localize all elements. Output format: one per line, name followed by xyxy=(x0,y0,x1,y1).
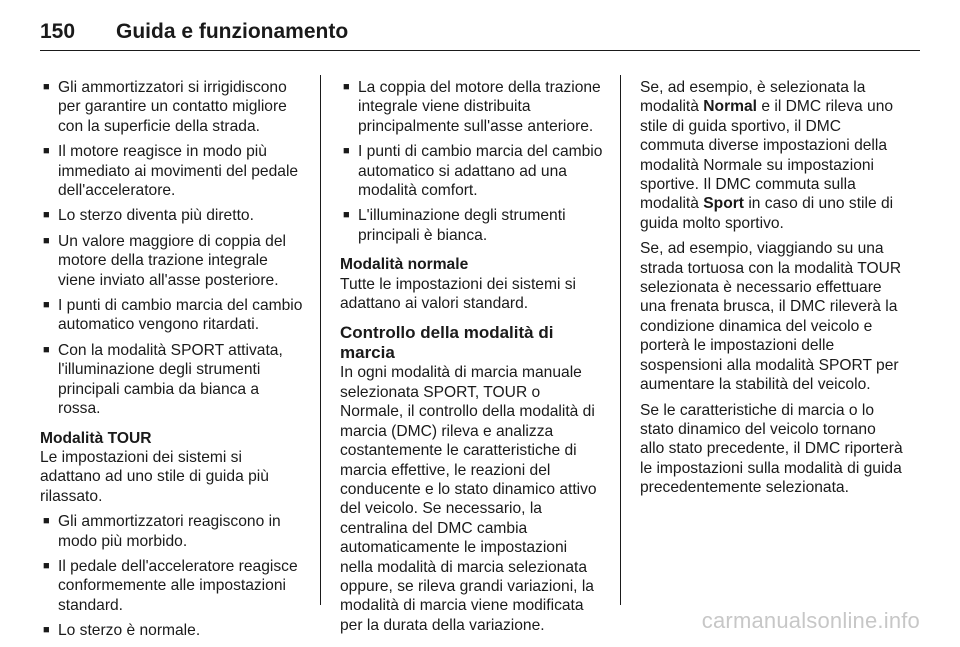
bullet-icon: ■ xyxy=(43,624,50,637)
bullet-icon: ■ xyxy=(43,299,50,312)
normal-heading: Modalità normale xyxy=(340,256,469,274)
list-item: ■ Lo sterzo è normale. xyxy=(43,622,201,640)
list-item: ■ Il motore reagisce in modo più immediato ai movimenti del pedale dell'acceleratore. xyxy=(43,143,299,200)
watermark: carmanualsonline.info xyxy=(701,608,920,633)
column-middle xyxy=(340,78,604,641)
tour-text: Le impostazioni dei sistemi si adattano ad uno stile di guida più rilassato. xyxy=(40,448,269,505)
list-item: ■ La coppia del motore della trazione integrale viene distribuita principalmente sull'asse anteriore. xyxy=(343,79,601,135)
bullet-icon: ■ xyxy=(43,209,50,222)
list-item: ■ Gli ammortizzatori si irrigidiscono per garantire un contatto migliore con la superficie della strada. xyxy=(43,79,287,135)
column-divider-left xyxy=(320,75,321,605)
bullet-icon: ■ xyxy=(43,515,50,528)
dmc-braking-paragraph: Se, ad esempio, viaggiando su una strada tortuosa con la modalità TOUR selezionata è necessario effettuare una frenata brusca, il DMC rileverà la condizione dinamica del veicolo e porterà le impostazioni delle sospensioni alla modalità SPORT per aumentare la stabilità del veicolo. xyxy=(640,240,902,394)
list-item: ■ Il pedale dell'acceleratore reagisce conformemente alle impostazioni standard. xyxy=(43,557,298,614)
bullet-icon: ■ xyxy=(343,81,350,93)
sport-bullet-list xyxy=(40,78,304,419)
list-item: ■ Con la modalità SPORT attivata, l'illuminazione degli strumenti principali cambia da bianca a rossa. xyxy=(43,341,283,418)
control-text: In ogni modalità di marcia manuale selezionata SPORT, TOUR o Normale, il controllo della modalità di marcia (DMC) rileva e analizza costantemente le caratteristiche di marcia effettive, le reazioni del conducente e lo stato dinamico attivo del veicolo. Se necessario, la centralina del DMC cambia automaticamente le impostazioni nella modalità di marcia selezionata oppure, se rileva grandi variazioni, la modalità di marcia viene modificata per la durata della variazione. xyxy=(340,364,597,634)
list-item: ■ Gli ammortizzatori reagiscono in modo più morbido. xyxy=(43,513,281,550)
mode-sport-label: Sport xyxy=(703,195,744,213)
list-item: ■ L'illuminazione degli strumenti principali è bianca. xyxy=(343,207,566,244)
column-right xyxy=(640,78,904,504)
tour-bullet-list xyxy=(40,512,304,640)
bullet-icon: ■ xyxy=(43,81,50,93)
column-divider-right xyxy=(620,75,621,605)
bullet-icon: ■ xyxy=(43,343,50,356)
page-header xyxy=(40,14,920,51)
bullet-icon: ■ xyxy=(43,234,50,247)
control-heading: Controllo della modalità di marcia xyxy=(340,323,554,363)
tour-heading: Modalità TOUR xyxy=(40,429,152,447)
mode-normal-label: Normal xyxy=(703,98,758,116)
tour-bullet-list-cont xyxy=(340,78,604,245)
list-item: ■ I punti di cambio marcia del cambio automatico vengono ritardati. xyxy=(43,297,303,334)
bullet-icon: ■ xyxy=(343,209,350,222)
list-item: ■ I punti di cambio marcia del cambio automatico si adattano ad una modalità comfort. xyxy=(343,143,603,200)
dmc-restore-paragraph: Se le caratteristiche di marcia o lo stato dinamico del veicolo tornano allo stato precedente, il DMC riporterà le impostazioni sulla modalità di guida precedentemente selezionata. xyxy=(640,401,903,497)
dmc-example-paragraph: Se, ad esempio, è selezionata la modalità Normal e il DMC rileva uno stile di guida sportivo, il DMC commuta diverse impostazioni della modalità Normale su impostazioni sportive. Il DMC commuta sulla modalità Sport in caso di uno stile di guida molto sportivo. xyxy=(640,79,894,232)
page-title: Guida e funzionamento xyxy=(116,20,349,43)
bullet-icon: ■ xyxy=(343,145,350,158)
page-number: 150 xyxy=(40,20,76,43)
column-left xyxy=(40,78,304,647)
bullet-icon: ■ xyxy=(43,145,50,158)
list-item: ■ Lo sterzo diventa più diretto. xyxy=(43,207,254,225)
bullet-icon: ■ xyxy=(43,559,50,572)
normal-text: Tutte le impostazioni dei sistemi si adattano ai valori standard. xyxy=(340,275,577,313)
list-item: ■ Un valore maggiore di coppia del motore della trazione integrale viene inviato all'asse posteriore. xyxy=(43,232,286,289)
